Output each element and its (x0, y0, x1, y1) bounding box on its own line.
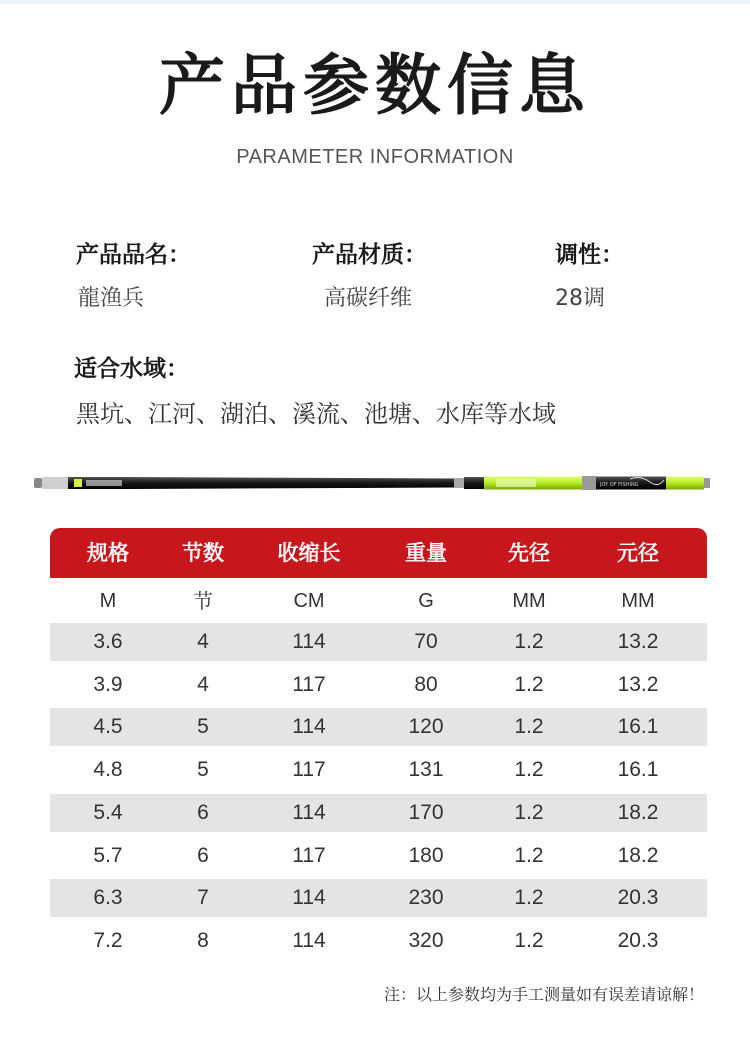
col-header: 先径 (508, 541, 550, 565)
table-cell: 114 (292, 715, 326, 739)
table-cell: 13.2 (617, 630, 659, 653)
table-cell: 114 (292, 886, 326, 910)
table-cell: 5 (197, 758, 209, 782)
col-header: 节数 (182, 541, 224, 565)
table-cell: 117 (292, 672, 326, 696)
table-cell: 6 (197, 800, 209, 824)
unit-cell: G (418, 590, 434, 612)
table-cell: 6.3 (93, 886, 123, 910)
rod-tag-text: JOY OF FISHING (600, 482, 639, 488)
table-cell: 1.2 (514, 800, 544, 824)
unit-cell: MM (512, 590, 546, 612)
table-cell: 4 (197, 672, 209, 696)
table-cell: 16.1 (617, 758, 659, 782)
material-label: 产品材质： (312, 242, 427, 268)
table-cell: 18.2 (617, 800, 659, 824)
table-header (50, 528, 707, 578)
table-cell: 7 (197, 886, 209, 910)
table-cell: 7.2 (93, 928, 123, 952)
waters-value: 黑坑、江河、湖泊、溪流、池塘、水库等水域 (76, 400, 556, 428)
table-cell: 3.6 (93, 630, 123, 653)
product-name-value: 龍渔兵 (78, 286, 145, 311)
col-header: 规格 (87, 541, 129, 565)
table-row (50, 879, 707, 917)
table-cell: 20.3 (617, 886, 659, 910)
table-cell: 1.2 (514, 672, 544, 696)
page-title: 产品参数信息 (159, 47, 591, 124)
table-cell: 117 (292, 843, 326, 867)
action-value: 28调 (555, 286, 605, 311)
table-row (50, 708, 707, 746)
page-subtitle: PARAMETER INFORMATION (236, 146, 514, 168)
col-header: 收缩长 (277, 541, 341, 565)
waters-label: 适合水域： (74, 356, 189, 382)
table-cell: 1.2 (514, 630, 544, 653)
table-cell: 131 (408, 758, 444, 782)
fishing-rod-image (34, 474, 710, 492)
table-cell: 120 (408, 715, 444, 739)
table-cell: 20.3 (617, 928, 659, 952)
table-cell: 4.5 (93, 715, 123, 739)
action-label: 调性： (555, 242, 624, 268)
table-cell: 1.2 (514, 758, 544, 782)
table-row (50, 837, 707, 875)
unit-cell: 节 (193, 589, 213, 613)
table-cell: 13.2 (617, 672, 659, 696)
table-cell: 1.2 (514, 886, 544, 910)
table-cell: 80 (414, 672, 438, 696)
table-cell: 6 (197, 843, 209, 867)
table-cell: 5.7 (93, 843, 123, 867)
table-cell: 1.2 (514, 843, 544, 867)
table-cell: 4 (197, 630, 209, 653)
table-cell: 4.8 (93, 758, 123, 782)
col-header: 元径 (617, 541, 659, 565)
table-cell: 18.2 (617, 843, 659, 867)
table-cell: 114 (292, 800, 326, 824)
table-cell: 180 (408, 843, 444, 867)
unit-cell: MM (621, 590, 655, 612)
table-cell: 1.2 (514, 715, 544, 739)
table-cell: 5.4 (93, 800, 123, 824)
table-cell: 16.1 (617, 715, 659, 739)
table-cell: 1.2 (514, 928, 544, 952)
table-row (50, 623, 707, 661)
col-header: 重量 (405, 541, 447, 565)
unit-cell: CM (293, 590, 325, 612)
table-cell: 170 (408, 800, 444, 824)
table-cell: 5 (197, 715, 209, 739)
table-cell: 70 (414, 630, 438, 653)
table-cell: 114 (292, 630, 326, 653)
table-cell: 230 (408, 886, 444, 910)
table-cell: 114 (292, 928, 326, 952)
product-name-label: 产品品名： (76, 242, 191, 268)
table-row (50, 751, 707, 789)
table-row (50, 794, 707, 832)
footer-note: 注：以上参数均为手工测量如有误差请谅解！ (383, 985, 704, 1004)
material-value: 高碳纤维 (324, 286, 413, 311)
table-row (50, 922, 707, 960)
table-cell: 3.9 (93, 672, 123, 696)
table-cell: 117 (292, 758, 326, 782)
top-accent-line (0, 0, 750, 4)
table-cell: 320 (408, 928, 444, 952)
table-units-row (50, 582, 707, 620)
table-row (50, 666, 707, 704)
unit-cell: M (99, 590, 117, 612)
table-cell: 8 (197, 928, 209, 952)
